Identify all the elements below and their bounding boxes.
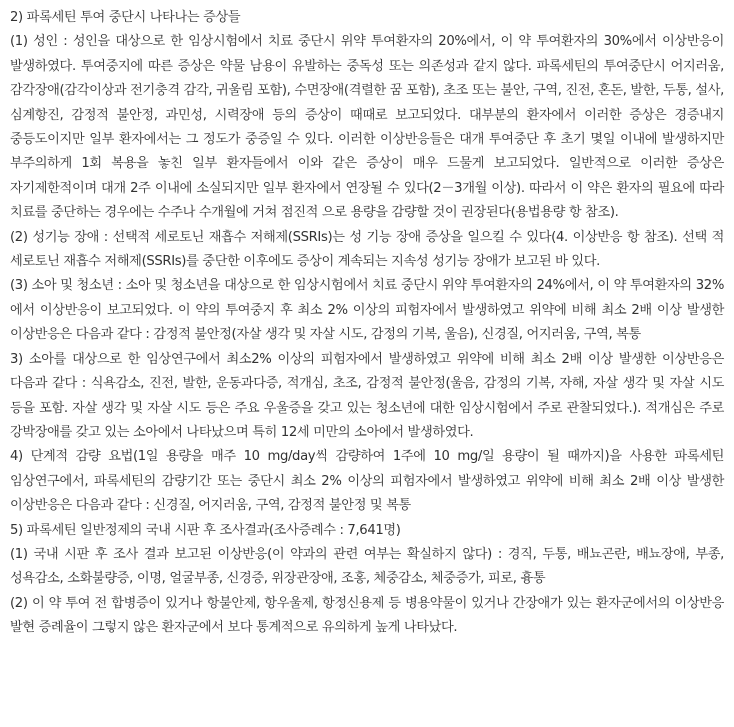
section-heading: 2) 파록세틴 투여 중단시 나타나는 증상들 [10,10,241,25]
paragraph-pediatric-study: 3) 소아를 대상으로 한 임상연구에서 최소2% 이상의 피험자에서 발생하였고 위약에 비해 최소 2배 이상 발생한 이상반응은 다음과 같다 : 식욕감소, 진전, 발한, 운동과다증, 적개심, 초조, 감정적 불안정(울음, 감정의 기복, 자해, 자살 생각 및 자살 시도 등을 포함. 자살 생각 및 자살 시도 등은 주요 우울증을 갖고 있는 청소년에 대한 임상시험에서 주로 관찰되었다.). 적개심은 주로 강박장애를 갖고 있는 소아에서 나타났으며 특히 12세 미만의 소아에서 발생하였다. [10,351,724,440]
paragraph-postmarketing-reactions: (1) 국내 시판 후 조사 결과 보고된 이상반응(이 약과의 관련 여부는 확실하지 않다) : 경직, 두통, 배뇨곤란, 배뇨장애, 부종, 성욕감소, 소화불량증, 이명, 얼굴부종, 신경증, 위장관장애, 조홍, 체중감소, 체중증가, 피로, 흉통 [10,546,724,587]
paragraph-taper-regimen: 4) 단계적 감량 요법(1일 용량을 매주 10 mg/day씩 감량하여 1주에 10 mg/일 용량이 될 때까지)을 사용한 파록세틴 임상연구에서, 파록세틴의 감량기간 또는 중단시 최소 2% 이상의 피험자에서 발생하였고 위약에 비해 최소 2배 이상 발생한 이상반응은 다음과 같다 : 신경질, 어지러움, 구역, 감정적 불안정 및 복통 [10,449,724,514]
paragraph-sexual-dysfunction: (2) 성기능 장애 : 선택적 세로토닌 재흡수 저해제(SSRIs)는 성 기능 장애 증상을 일으킬 수 있다(4. 이상반응 항 참조). 선택 적 세로토닌 재흡수 저해제(SSRIs)를 중단한 이후에도 증상이 계속되는 지속성 성기능 장애가 보고된 바 있다. [10,229,724,270]
paragraph-pediatric-adolescent: (3) 소아 및 청소년 : 소아 및 청소년을 대상으로 한 임상시험에서 치료 중단시 위약 투여환자의 24%에서, 이 약 투여환자의 32%에서 이상반응이 보고되었다. 이 약의 투여중지 후 최소 2% 이상의 피험자에서 발생하였고 위약에 비해 최소 2배 이상 발생한 이상반응은 다음과 같다 : 감정적 불안정(자살 생각 및 자살 시도, 감정의 기복, 울음), 신경질, 어지러움, 구역, 복통 [10,278,724,343]
paragraph-postmarketing-comorbidity: (2) 이 약 투여 전 합병증이 있거나 항불안제, 항우울제, 항정신용제 등 병용약물이 있거나 간장애가 있는 환자군에서의 이상반응 발현 증례율이 그렇지 않은 환자군에서 보다 통계적으로 유의하게 높게 나타났다. [10,595,724,636]
paragraph-adult-discontinuation: (1) 성인 : 성인을 대상으로 한 임상시험에서 치료 중단시 위약 투여환자의 20%에서, 이 약 투여환자의 30%에서 이상반응이 발생하였다. 투여중지에 따른 증상은 약물 남용이 유발하는 중독성 또는 의존성과 같지 않다. 파록세틴의 투여중단시 어지러움, 감각장애(감각이상과 전기충격 감각, 귀울림 포함), 수면장애(격렬한 꿈 포함), 초조 또는 불안, 구역, 진전, 혼돈, 발한, 두통, 설사, 심계항진, 감정적 불안정, 과민성, 시력장애 등의 증상이 때때로 보고되었다. 대부분의 환자에서 이러한 증상은 경증내지 중등도이지만 일부 환자에서는 그 정도가 중증일 수 있다. 이러한 이상반응들은 대개 투여중단 후 초기 몇일 이내에 발생하지만 부주의하게 1회 복용을 놓친 일부 환자들에서 이와 같은 증상이 매우 드물게 보고되었다. 일반적으로 이러한 증상은 자기제한적이며 대개 2주 이내에 소실되지만 일부 환자에서 연장될 수 있다(2－3개월 이상). 따라서 이 약은 환자의 필요에 따라 치료를 중단하는 경우에는 수주나 수개월에 거쳐 점진적 으로 용량을 감량할 것이 권장된다(용법용량 항 참조). [10,34,724,221]
paragraph-postmarketing-heading: 5) 파록세틴 일반정제의 국내 시판 후 조사결과(조사증례수 : 7,641명) [10,522,401,538]
